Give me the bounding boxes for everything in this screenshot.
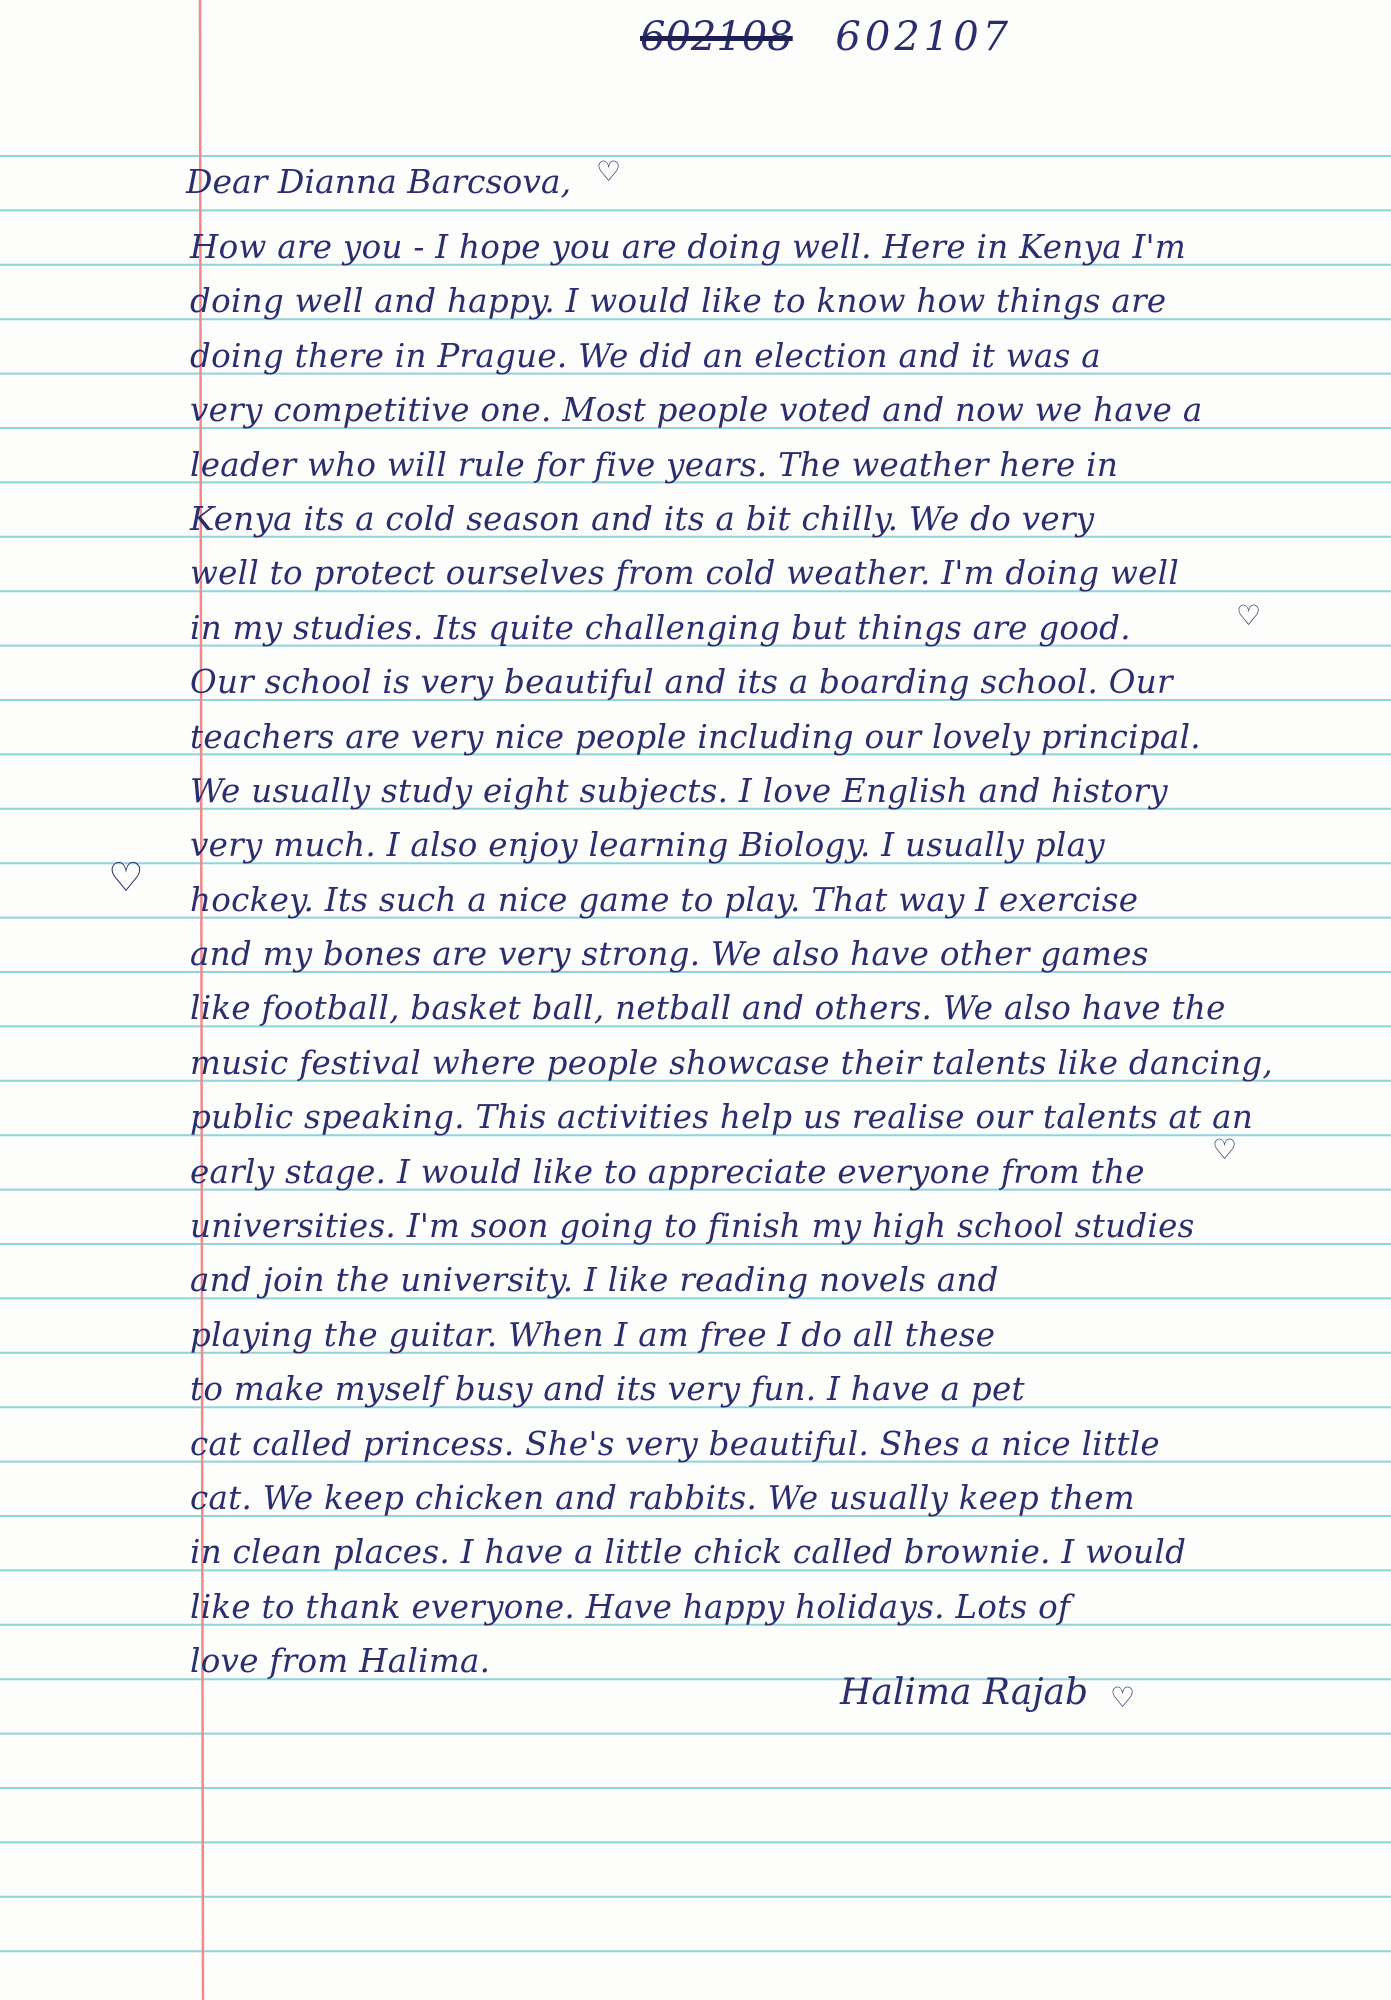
letter-line: very much. I also enjoy learning Biology. I usually play [190,826,1105,865]
letter-line: and join the university. I like reading novels and [190,1261,999,1300]
letter-line: and my bones are very strong. We also have other games [190,935,1149,974]
crossed-out-number: 602108 [640,14,793,60]
letter-line: cat called princess. She's very beautiful. Shes a nice little [190,1424,1160,1463]
letter-line: public speaking. This activities help us realise our talents at an [190,1098,1254,1137]
letter-line: love from Halima. [190,1642,491,1681]
letter-line: leader who will rule for five years. The weather here in [190,445,1119,484]
letter-line: Kenya its a cold season and its a bit chilly. We do very [190,499,1095,538]
heart-doodle-icon: ♡ [1236,599,1262,632]
letter-line: We usually study eight subjects. I love English and history [190,771,1168,810]
reference-number [640,14,1012,60]
heart-doodle-icon: ♡ [108,855,144,901]
letter-line: Our school is very beautiful and its a boarding school. Our [190,663,1173,702]
letter-line: hockey. Its such a nice game to play. That way I exercise [190,880,1139,919]
heart-doodle-icon: ♡ [596,155,622,188]
letter-line: very competitive one. Most people voted and now we have a [190,391,1203,430]
letter-line: teachers are very nice people including our lovely principal. [190,717,1201,756]
letter-line: music festival where people showcase their talents like dancing, [190,1043,1274,1082]
letter-line: early stage. I would like to appreciate everyone from the [190,1152,1145,1191]
letter-line: playing the guitar. When I am free I do all these [190,1315,996,1354]
letter-line: like football, basket ball, netball and others. We also have the [190,989,1226,1028]
letter-line: universities. I'm soon going to finish my high school studies [190,1207,1195,1246]
letter-line: doing well and happy. I would like to know how things are [190,282,1167,321]
heart-doodle-icon: ♡ [1212,1133,1238,1166]
current-number: 602107 [835,14,1013,60]
letter-line: doing there in Prague. We did an election and it was a [190,336,1101,375]
letter-line: like to thank everyone. Have happy holidays. Lots of [190,1587,1071,1626]
letter-line: in my studies. Its quite challenging but things are good. [190,608,1131,647]
heart-doodle-icon: ♡ [1110,1681,1136,1714]
letter-line: cat. We keep chicken and rabbits. We usually keep them [190,1478,1135,1517]
letter-line: How are you - I hope you are doing well. Here in Kenya I'm [190,228,1187,266]
letter-body [190,220,1340,1689]
salutation: Dear Dianna Barcsova, [186,162,572,201]
letter-line: in clean places. I have a little chick called brownie. I would [190,1533,1187,1572]
letter-line: well to protect ourselves from cold weather. I'm doing well [190,554,1180,593]
signature: Halima Rajab [840,1672,1088,1713]
letter-line: to make myself busy and its very fun. I have a pet [190,1370,1025,1409]
